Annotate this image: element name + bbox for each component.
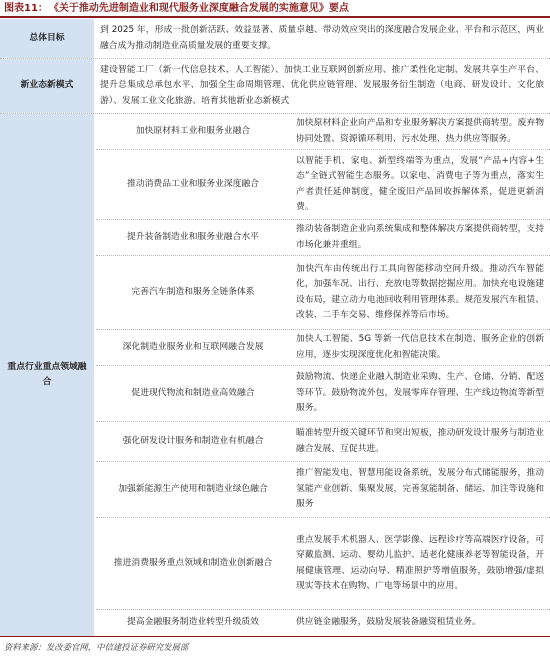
bottom-rule — [0, 636, 550, 637]
table-row — [96, 220, 550, 256]
content-cell: 鼓励物流、快递企业融入制造业采购、生产、仓储、分销、配送等环节。鼓励物流外包，发展零库存管理、生产线边物流等新型服务。 — [296, 372, 544, 414]
area-cell: 提升装备制造业和服务业融合水平 — [127, 231, 259, 242]
area-cell: 深化制造业服务业和互联网融合发展 — [122, 341, 264, 352]
category-cell: 新业态新模式 — [0, 59, 94, 113]
table-row — [96, 330, 550, 366]
content-cell: 以智能手机、家电、新型终端等为重点，发展“产品+内容+生态”全链式智能生态服务。以家电、消费电子等为重点，落实生产者责任延伸制度，健全废旧产品回收拆解体系，促进更新消费。 — [296, 155, 544, 212]
content-cell: 供应链金融服务，鼓励发展装备融资租赁业务。 — [296, 617, 481, 628]
area-cell: 加快原材料工业和服务业融合 — [135, 125, 251, 136]
content-cell: 加快汽车由传统出行工具向智能移动空间升级。推动汽车智能化，加强车况、出行、充放电等数据挖掘应用。加快充电设施建设布局，建立动力电池回收利用管理体系。规范发展汽车租赁、改装、二手车交易、维修保养等后市场。 — [296, 263, 544, 320]
table-row — [96, 462, 550, 518]
source-note: 资料来源：发改委官网，中信建投证券研究发展部 — [4, 642, 189, 652]
table-row — [96, 150, 550, 220]
content-cell: 推广智能发电、智慧用能设备系统，发展分布式储能服务，推动氢能产业创新、集聚发展，完善氢能制备、储运、加注等设施和服务 — [296, 468, 544, 510]
table-row — [96, 256, 550, 330]
content-cell: 建设智能工厂（新一代信息技术、人工智能）、加快工业互联网创新应用、推广柔性化定制、发展共享生产平台、提升总集成总承包水平、加强全生命周期管理、优化供应链管理、发展服务衍生制造（电商、研发设计、文化旅游）、发展工业文化旅游、培育其他新业态新模式 — [100, 64, 544, 106]
table-row — [0, 19, 550, 59]
area-cell: 完善汽车制造和服务全链条体系 — [131, 286, 255, 297]
figure-title-text: 《关于推动先进制造业和现代服务业深度融合发展的实施意见》要点 — [53, 3, 349, 14]
content-cell: 重点发展手术机器人、医学影像、远程诊疗等高端医疗设备，可穿戴监测、运动、婴幼儿监护、适老化健康养老等智能设备，开展健康管理、运动向导、精准照护等增值服务，鼓励增强/虚拟现实等技术在购物、广电等场景中的应用。 — [296, 534, 544, 591]
table-row — [96, 518, 550, 610]
figure-number: 图表11： — [4, 3, 48, 14]
area-cell: 强化研发设计服务和制造业有机融合 — [122, 435, 264, 446]
table-row — [0, 59, 550, 114]
content-cell: 到 2025 年，形成一批创新活跃、效益显著、质量卓越、带动效应突出的深度融合发展企业、平台和示范区，两业融合成为推动制造业高质量发展的重要支撑。 — [100, 25, 544, 51]
area-cell: 推动消费品工业和服务业深度融合 — [127, 178, 259, 189]
table-row — [96, 366, 550, 422]
area-cell: 推进消费服务重点领域和制造业创新融合 — [113, 557, 273, 568]
area-cell: 提高金融服务制造业转型升级质效 — [127, 617, 259, 628]
content-cell: 加快原材料企业向产品和专业服务解决方案提供商转型。废弃物协同处置、资源循环利用、污水处理、热力供应等服务。 — [296, 118, 544, 144]
area-cell: 促进现代物流和制造业高效融合 — [131, 387, 255, 398]
figure-title — [0, 0, 550, 18]
table-row — [96, 114, 550, 150]
category-cell: 总体目标 — [0, 19, 94, 58]
table-row — [96, 610, 550, 636]
content-cell: 推动装备制造企业向系统集成和整体解决方案提供商转型，支持市场化兼并重组。 — [296, 224, 544, 250]
content-cell: 加快人工智能、5G 等新一代信息技术在制造、服务企业的创新应用，逐步实现深度优化和智能决策。 — [296, 334, 544, 360]
area-cell: 加强新能源生产使用和制造业绿色融合 — [118, 483, 268, 494]
table-row — [96, 422, 550, 462]
category-cell-merged: 重点行业重点领域融合 — [0, 114, 94, 636]
content-cell: 瞄准转型升级关键环节和突出短板，推动研发设计服务与制造业融合发展、互促共进。 — [296, 428, 544, 454]
